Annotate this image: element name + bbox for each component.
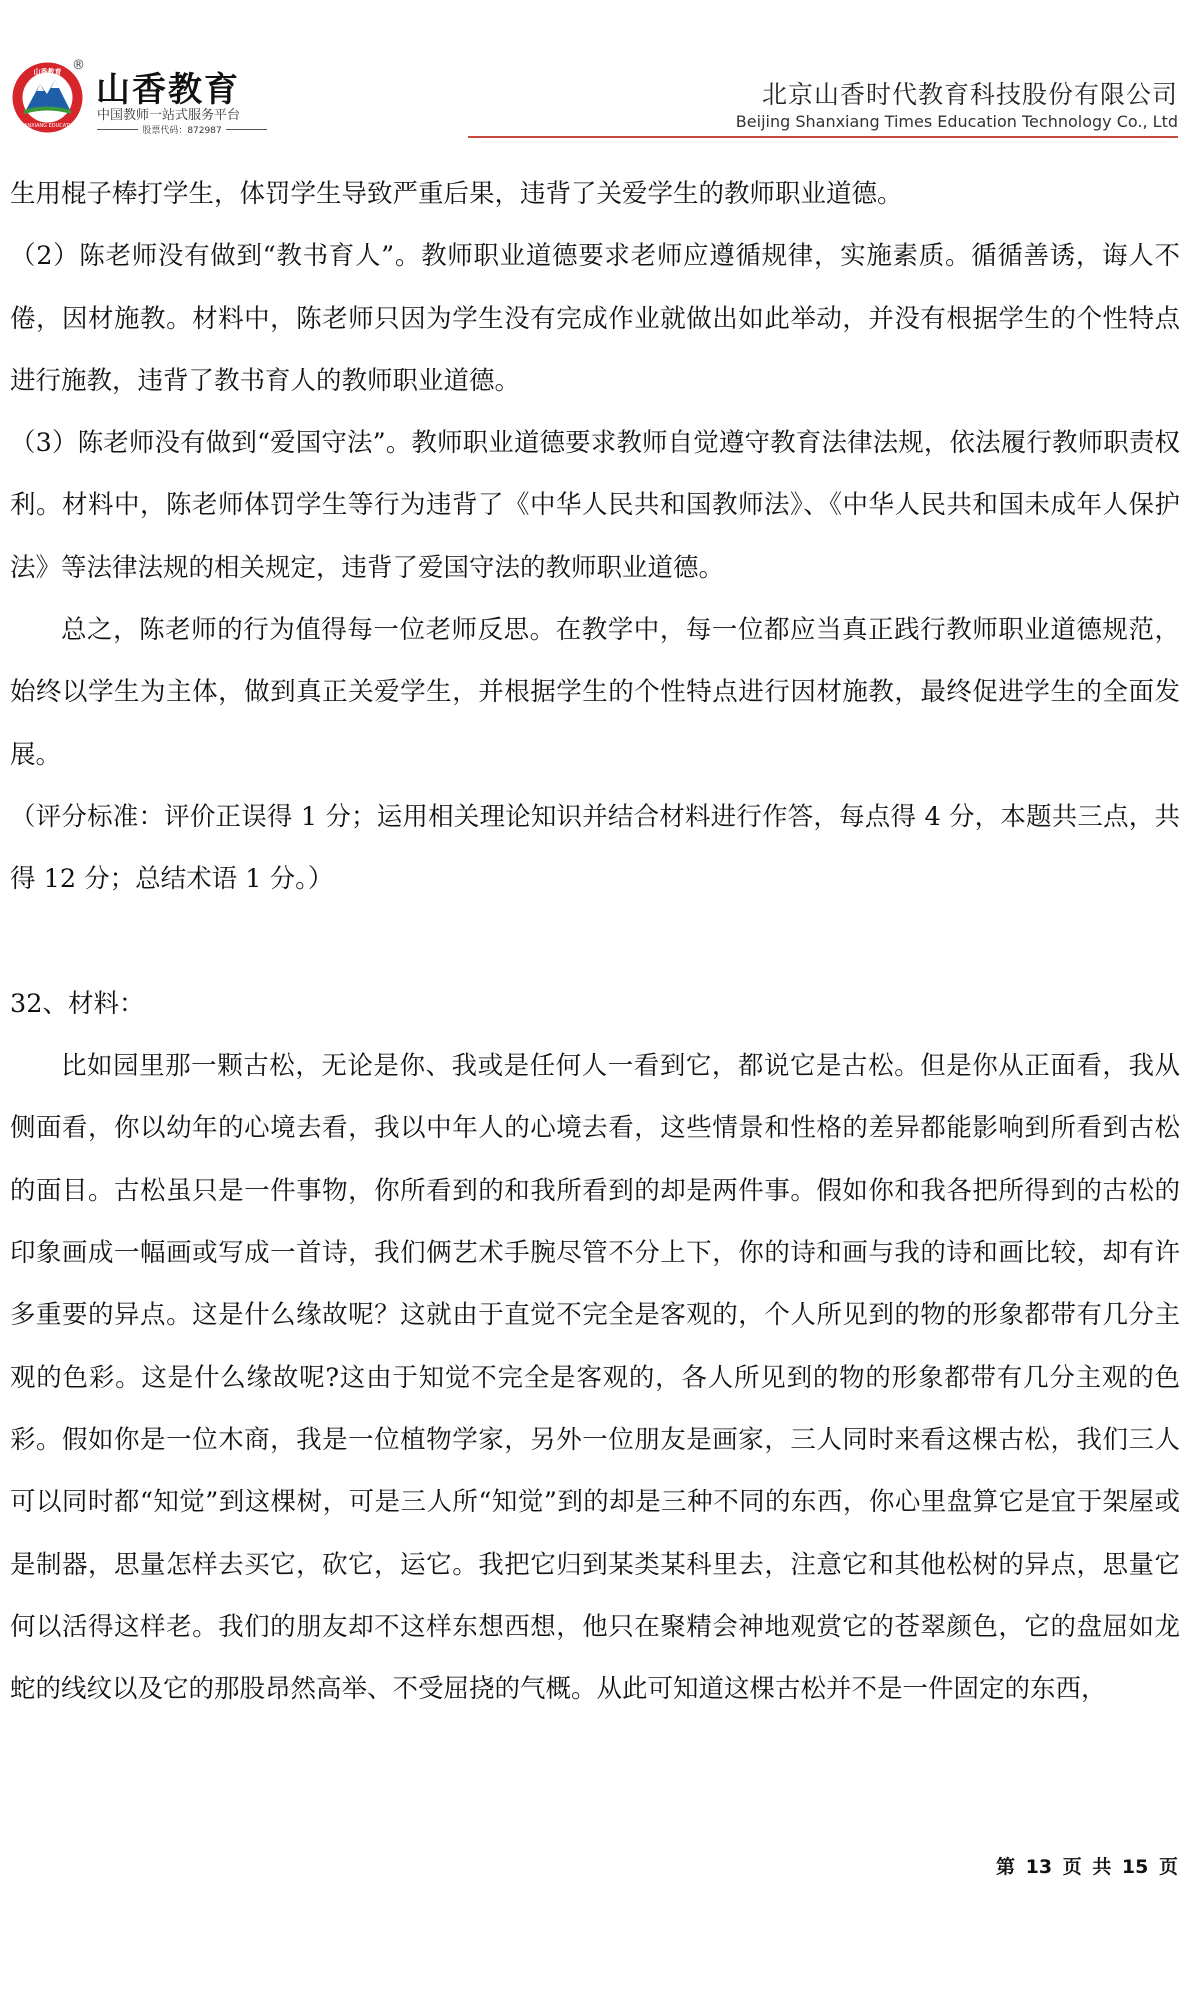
material-text: 比如园里那一颗古松，无论是你、我或是任何人一看到它，都说它是古松。但是你从正面看，我从侧面看，你以幼年的心境去看，我以中年人的心境去看，这些情景和性格的差异都能影响到所看到古松的面目。古松虽只是一件事物，你所看到的和我所看到的却是两件事。假如你和我各把所得到的古松的印象画成一幅画或写成一首诗，我们俩艺术手腕尽管不分上下，你的诗和画与我的诗和画比较，却有许多重要的异点。这是什么缘故呢？这就由于直觉不完全是客观的，个人所见到的物的形象都带有几分主观的色彩。这是什么缘故呢?这由于知觉不完全是客观的，各人所见到的物的形象都带有几分主观的色彩。假如你是一位木商，我是一位植物学家，另外一位朋友是画家，三人同时来看这棵古松，我们三人可以同时都“知觉”到这棵树，可是三人所“知觉”到的却是三种不同的东西，你心里盘算它是宜于架屋或是制器，思量怎样去买它，砍它，运它。我把它归到某类某科里去，注意它和其他松树的异点，思量它何以活得这样老。我们的朋友却不这样东想西想，他只在聚精会神地观赏它的苍翠颜色，它的盘屈如龙蛇的线纹以及它的那股昂然高举、不受屈挠的气概。从此可知道这棵古松并不是一件固定的东西，	[10, 1051, 1180, 1705]
brand-tagline: 中国教师一站式服务平台	[97, 108, 241, 123]
page-number: 第 13 页 共 15 页	[996, 1856, 1178, 1878]
logo-ring-text-en: SHANXIANG EDUCATION	[16, 123, 79, 129]
brand-code-line	[97, 122, 267, 136]
paragraph: （3）陈老师没有做到“爱国守法”。教师职业道德要求教师自觉遵守教育法律法规，依法履行教师职责权利。材料中，陈老师体罚学生等行为违背了《中华人民共和国教师法》、《中华人民共和国未成年人保护法》等法律法规的相关规定，违背了爱国守法的教师职业道德。	[10, 428, 1180, 583]
company-name-en: Beijing Shanxiang Times Education Technology Co., Ltd	[735, 112, 1178, 131]
stock-code: 股票代码：872987	[142, 125, 222, 136]
question-label: 32、材料：	[10, 988, 145, 1019]
logo-ring-text: 山香教育	[33, 68, 62, 76]
paragraph-summary: 总之，陈老师的行为值得每一位老师反思。在教学中，每一位都应当真正践行教师职业道德规范，始终以学生为主体，做到真正关爱学生，并根据学生的个性特点进行因材施教，最终促进学生的全面发展。	[10, 615, 1180, 770]
header-divider	[468, 136, 1178, 138]
page-header	[0, 0, 1201, 150]
brand-name: 山香教育	[96, 70, 240, 110]
paragraph: （2）陈老师没有做到“教书育人”。教师职业道德要求老师应遵循规律，实施素质。循循善诱，诲人不倦，因材施教。材料中，陈老师只因为学生没有完成作业就做出如此举动，并没有根据学生的个性特点进行施教，违背了教书育人的教师职业道德。	[10, 241, 1180, 396]
document-body	[10, 163, 1180, 1720]
paragraph: 生用棍子棒打学生，体罚学生导致严重后果，违背了关爱学生的教师职业道德。	[10, 179, 903, 209]
company-name-cn: 北京山香时代教育科技股份有限公司	[761, 80, 1178, 109]
divider	[226, 129, 267, 130]
registered-mark: ®	[72, 58, 85, 73]
divider	[97, 129, 138, 130]
blank-line	[10, 911, 1180, 973]
scoring-criteria: （评分标准：评价正误得 1 分；运用相关理论知识并结合材料进行作答，每点得 4 分，本题共三点，共得 12 分；总结术语 1 分。）	[10, 801, 1180, 895]
